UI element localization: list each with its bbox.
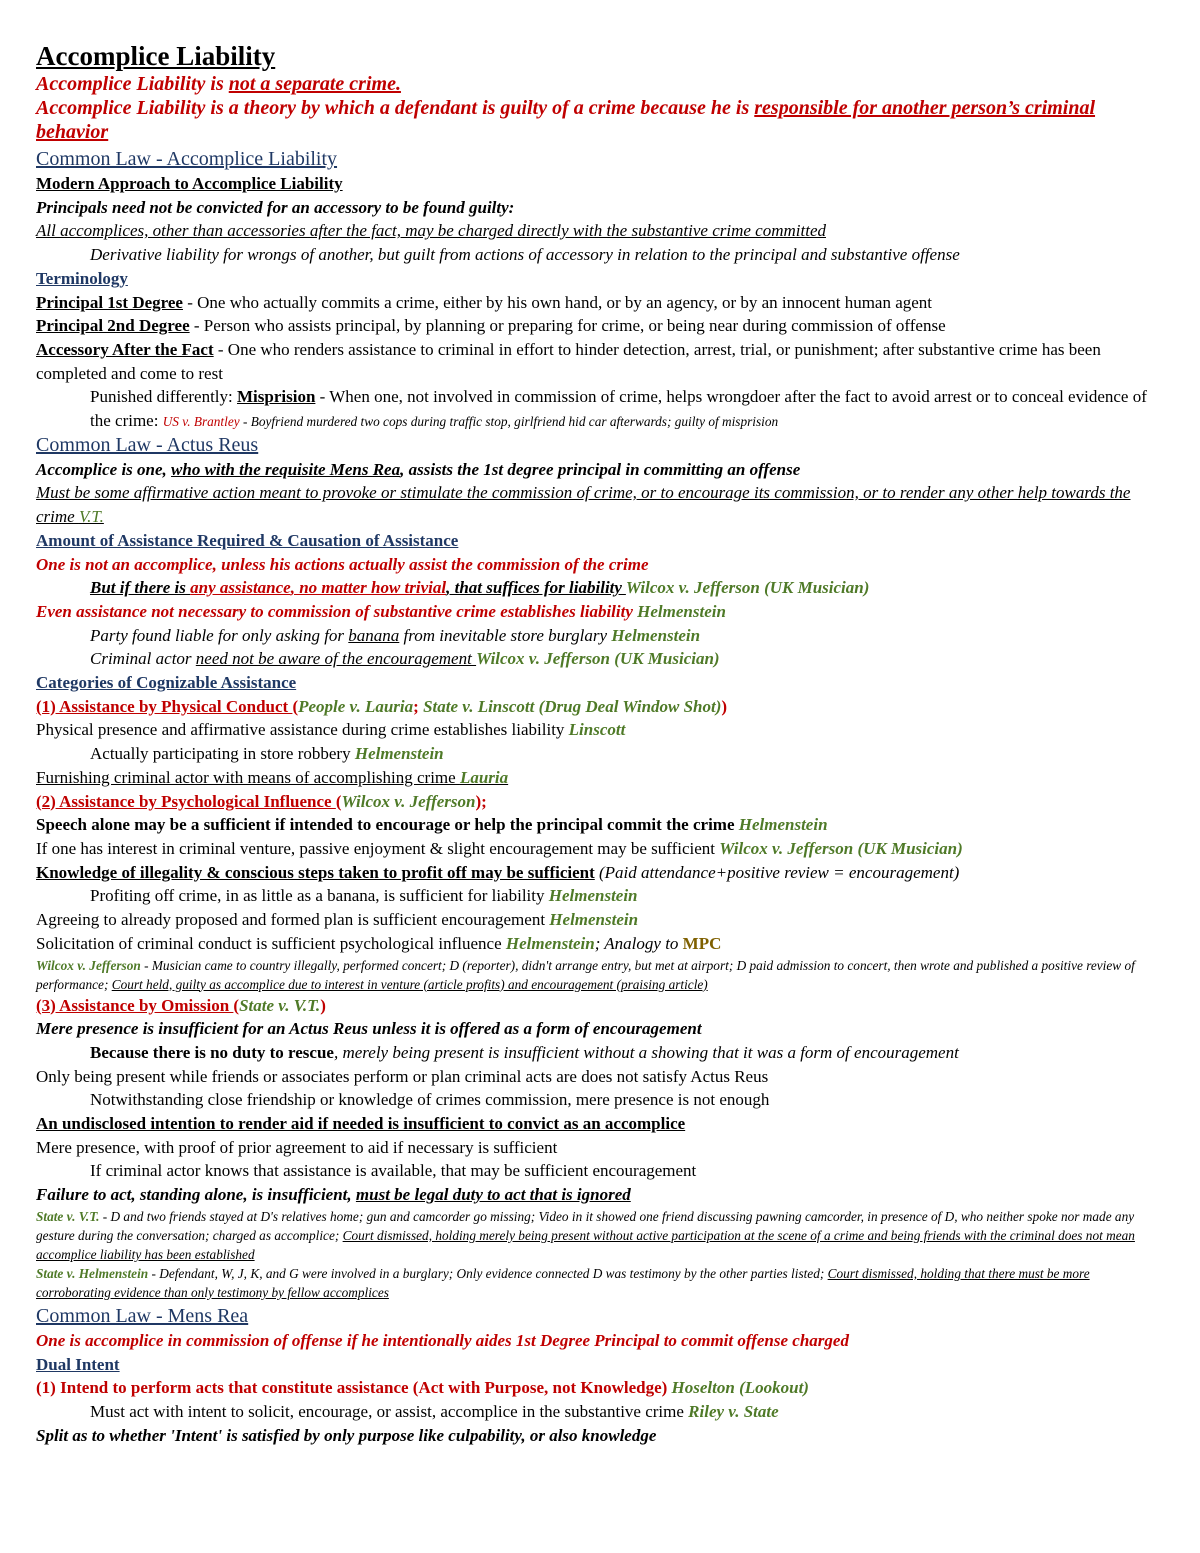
omission-line-1: Mere presence is insufficient for an Actus Reus unless it is offered as a form of encouragement <box>36 1019 702 1039</box>
rule-text: ; Analogy to <box>594 933 683 953</box>
case-name: Riley v. State <box>688 1401 779 1421</box>
omission-line-4: Notwithstanding close friendship or knowledge of crimes commission, mere presence is not enough <box>90 1090 770 1110</box>
rule-emphasis: , no matter how trivial <box>290 578 447 598</box>
case-name: Helmenstein <box>738 815 828 835</box>
term-definition: - One who renders assistance to criminal in effort to hinder detection, arrest, trial, or punishment; after substantive crime has been completed and come to rest <box>36 339 1101 383</box>
punct: ( <box>233 995 240 1015</box>
rule-text: (1) Intend to perform acts that constitute assistance (Act with Purpose, not Knowledge) <box>36 1378 672 1398</box>
intro-emphasis: not a separate crime. <box>228 73 401 95</box>
heading-terminology: Terminology <box>36 268 128 288</box>
intent-1 <box>36 1376 1166 1400</box>
case-name: State v. Linscott (Drug Deal Window Shot) <box>423 696 722 716</box>
omission-line-8 <box>36 1183 1166 1207</box>
trivial-assistance-rule <box>36 576 1166 600</box>
rule-text: Solicitation of criminal conduct is sufficient psychological influence <box>36 933 506 953</box>
term-principal-2nd <box>36 314 1166 338</box>
case-name: Helmenstein <box>611 625 701 645</box>
category-omission <box>36 994 1166 1018</box>
rule-text: , merely being present is insufficient without a showing that it was a form of encouragement <box>333 1042 959 1062</box>
term-principal-1st <box>36 291 1166 315</box>
term-misprision <box>36 385 1166 432</box>
rule-text: Must act with intent to solicit, encourage, or assist, accomplice in the substantive crime <box>90 1401 689 1421</box>
derivative-liability: Derivative liability for wrongs of another, but guilt from actions of accessory in relation to the principal and substantive offense <box>90 245 960 265</box>
awareness-example <box>36 647 1166 671</box>
case-name: Wilcox v. Jefferson <box>36 957 141 973</box>
heading-mens-rea: Common Law - Mens Rea <box>36 1304 249 1327</box>
physical-line-3 <box>36 766 1166 790</box>
psych-line-6 <box>36 932 1166 956</box>
rule-text: Criminal actor <box>90 649 196 669</box>
case-description: - Defendant, W, J, K, and G were involved in a burglary; Only evidence connected D was testimony by the other parties listed; <box>148 1265 828 1281</box>
page-title: Accomplice Liability <box>36 41 276 71</box>
punct: ) <box>721 696 728 716</box>
case-name: Helmenstein <box>505 933 595 953</box>
omission-line-3: Only being present while friends or associates perform or plan criminal acts are does not satisfy Actus Reus <box>36 1066 769 1086</box>
case-name: State v. V.T. <box>239 995 321 1015</box>
case-name: Helmenstein <box>549 910 639 930</box>
case-description: - Boyfriend murdered two cops during traffic stop, girlfriend hid car afterwards; guilty of misprision <box>239 414 779 430</box>
intro-text: Accomplice Liability is <box>36 73 229 95</box>
psych-line-1 <box>36 813 1166 837</box>
punct: ( <box>292 696 299 716</box>
term-definition: - One who actually commits a crime, either by his own hand, or by an agency, or by an innocent human agent <box>182 292 933 312</box>
category-psychological-influence <box>36 790 1166 814</box>
rule-emphasis: who with the requisite Mens Rea <box>171 459 401 479</box>
term-prefix: Punished differently: <box>90 387 237 407</box>
rule-text: But if there is <box>90 578 191 598</box>
accomplice-definition <box>36 458 1166 482</box>
even-assistance-rule <box>36 600 1166 624</box>
psych-line-3 <box>36 861 1166 885</box>
physical-line-1 <box>36 718 1166 742</box>
case-name: State v. V.T. <box>36 1208 100 1224</box>
heading-dual-intent: Dual Intent <box>36 1354 120 1374</box>
psych-line-5 <box>36 908 1166 932</box>
rule-text: Speech alone may be a sufficient if intended to encourage or help the principal commit the crime <box>36 815 739 835</box>
physical-line-2 <box>36 742 1166 766</box>
rule-emphasis: need not be aware of the encouragement <box>195 649 477 669</box>
rule-text: If one has interest in criminal venture, passive enjoyment & slight encouragement may be sufficient <box>36 838 720 858</box>
term-label: Misprision <box>237 387 316 407</box>
case-holding: Court dismissed, holding merely being present without active participation at the scene of a crime and being friends with the criminal does not mean accomplice liability has been established <box>36 1227 1135 1262</box>
mpc-reference: MPC <box>682 933 722 953</box>
case-name: Lauria <box>459 767 509 787</box>
case-name: Hoselton (Lookout) <box>671 1378 809 1398</box>
case-name: Linscott <box>568 720 626 740</box>
document-page <box>36 40 1166 1447</box>
heading-categories: Categories of Cognizable Assistance <box>36 673 297 693</box>
not-accomplice-rule: One is not an accomplice, unless his actions actually assist the commission of the crime <box>36 554 649 574</box>
banana-example <box>36 624 1166 648</box>
rule-text: Knowledge of illegality & conscious steps taken to profit off may be sufficient <box>36 862 595 882</box>
rule-text: , assists the 1st degree principal in committing an offense <box>400 459 801 479</box>
psych-line-4 <box>36 884 1166 908</box>
intent-split: Split as to whether 'Intent' is satisfied by only purpose like culpability, or also knowledge <box>36 1425 657 1445</box>
rule-note: (Paid attendance+positive review = encouragement) <box>594 862 960 882</box>
psych-line-2 <box>36 837 1166 861</box>
category-label: (1) Assistance by Physical Conduct <box>36 696 293 716</box>
term-label: Accessory After the Fact <box>36 339 214 359</box>
rule-text: Accomplice is one, <box>36 459 172 479</box>
case-name: Wilcox v. Jefferson (UK Musician) <box>476 649 720 669</box>
intent-1-line-1 <box>36 1400 1166 1424</box>
case-name: US v. Brantley <box>162 414 240 430</box>
punct: ( <box>335 791 342 811</box>
rule-text: Failure to act, standing alone, is insufficient, <box>36 1185 356 1205</box>
heading-accomplice-liability: Common Law - Accomplice Liability <box>36 148 338 170</box>
category-physical-conduct <box>36 695 1166 719</box>
category-label: (3) Assistance by Omission <box>36 995 234 1015</box>
modern-approach-heading: Modern Approach to Accomplice Liability <box>36 174 343 193</box>
category-label: (2) Assistance by Psychological Influence <box>36 791 336 811</box>
rule-text: from inevitable store burglary <box>399 625 612 645</box>
case-wilcox <box>36 956 1166 994</box>
rule-emphasis: Because there is no duty to rescue <box>90 1042 334 1062</box>
rule-emphasis: any assistance <box>190 578 291 598</box>
principals-rule: Principals need not be convicted for an accessory to be found guilty: <box>36 197 515 217</box>
case-name: Helmenstein <box>354 744 444 764</box>
term-definition: - When one, not involved in commission of crime, helps wrongdoer after the fact to avoid arrest or to conceal evidence of the crime: <box>90 387 1147 431</box>
rule-text: Furnishing criminal actor with means of accomplishing crime <box>36 767 460 787</box>
mens-rea-rule: One is accomplice in commission of offense if he intentionally aides 1st Degree Principal to commit offense charged <box>36 1330 849 1350</box>
case-holding: Court held, guilty as accomplice due to interest in venture (article profits) and encouragement (praising article) <box>111 976 708 992</box>
intro-line-1 <box>36 72 1166 96</box>
omission-line-2 <box>36 1041 1166 1065</box>
case-description: - Musician came to country illegally, performed concert; D (reporter), didn't arrange entry, but met at airport; D paid admission to concert, then wrote and published a positive review of performance; <box>36 957 1135 992</box>
intro-line-2 <box>36 96 1166 144</box>
rule-text: Physical presence and affirmative assistance during crime establishes liability <box>36 720 569 740</box>
intro-emphasis: responsible for another person’s criminal behavior <box>36 97 1096 143</box>
case-name: State v. Helmenstein <box>36 1265 149 1281</box>
case-name: Wilcox v. Jefferson (UK Musician) <box>719 838 963 858</box>
intro-text: Accomplice Liability is a theory by which a defendant is guilty of a crime because he is <box>36 97 755 119</box>
rule-emphasis: banana <box>348 625 400 645</box>
rule-text: , that suffices for liability <box>446 578 626 598</box>
case-helmenstein <box>36 1264 1166 1302</box>
case-name: Helmenstein <box>637 601 726 621</box>
case-name: V.T. <box>78 507 104 527</box>
rule-text: Even assistance not necessary to commission of substantive crime establishes liability <box>36 601 638 621</box>
punct: ) <box>320 995 326 1015</box>
case-name: Helmenstein <box>548 886 638 906</box>
case-vt <box>36 1207 1166 1264</box>
rule-text: Actually participating in store robbery <box>90 744 355 764</box>
term-accessory-after-fact <box>36 338 1166 385</box>
term-label: Principal 2nd Degree <box>36 316 190 336</box>
case-description: - D and two friends stayed at D's relatives home; gun and camcorder go missing; Video in it showed one friend discussing pawning camcorder, in presence of D, who neither spoke nor made any gesture during the conversation; charged as accomplice; <box>36 1208 1135 1243</box>
punct: ); <box>475 791 487 811</box>
affirmative-action-rule <box>36 481 1166 528</box>
case-holding: Court dismissed, holding that there must be more corroborating evidence than only testimony by fellow accomplices <box>36 1265 1090 1300</box>
rule-text: Party found liable for only asking for <box>90 625 349 645</box>
omission-line-6: Mere presence, with proof of prior agreement to aid if necessary is sufficient <box>36 1137 558 1157</box>
rule-text: Agreeing to already proposed and formed plan is sufficient encouragement <box>36 910 550 930</box>
term-label: Principal 1st Degree <box>36 292 183 312</box>
heading-actus-reus: Common Law - Actus Reus <box>36 433 259 456</box>
case-name: Wilcox v. Jefferson <box>341 791 476 811</box>
all-accomplices-rule: All accomplices, other than accessories after the fact, may be charged directly with the substantive crime committed <box>36 221 826 241</box>
punct: ; <box>413 696 424 716</box>
omission-line-7: If criminal actor knows that assistance is available, that may be sufficient encouragement <box>90 1161 697 1181</box>
heading-amount-of-assistance: Amount of Assistance Required & Causation of Assistance <box>36 530 459 550</box>
case-name: Wilcox v. Jefferson (UK Musician) <box>625 578 870 598</box>
case-name: People v. Lauria <box>298 696 414 716</box>
rule-text: Must be some affirmative action meant to provoke or stimulate the commission of crime, or to encourage its commission, or to render any other help towards the crime <box>36 483 1131 527</box>
rule-emphasis: must be legal duty to act that is ignored <box>355 1185 631 1205</box>
rule-text: Profiting off crime, in as little as a banana, is sufficient for liability <box>90 886 549 906</box>
term-definition: - Person who assists principal, by planning or preparing for crime, or being near during commission of offense <box>189 316 946 336</box>
omission-line-5: An undisclosed intention to render aid if needed is insufficient to convict as an accomplice <box>36 1114 686 1134</box>
